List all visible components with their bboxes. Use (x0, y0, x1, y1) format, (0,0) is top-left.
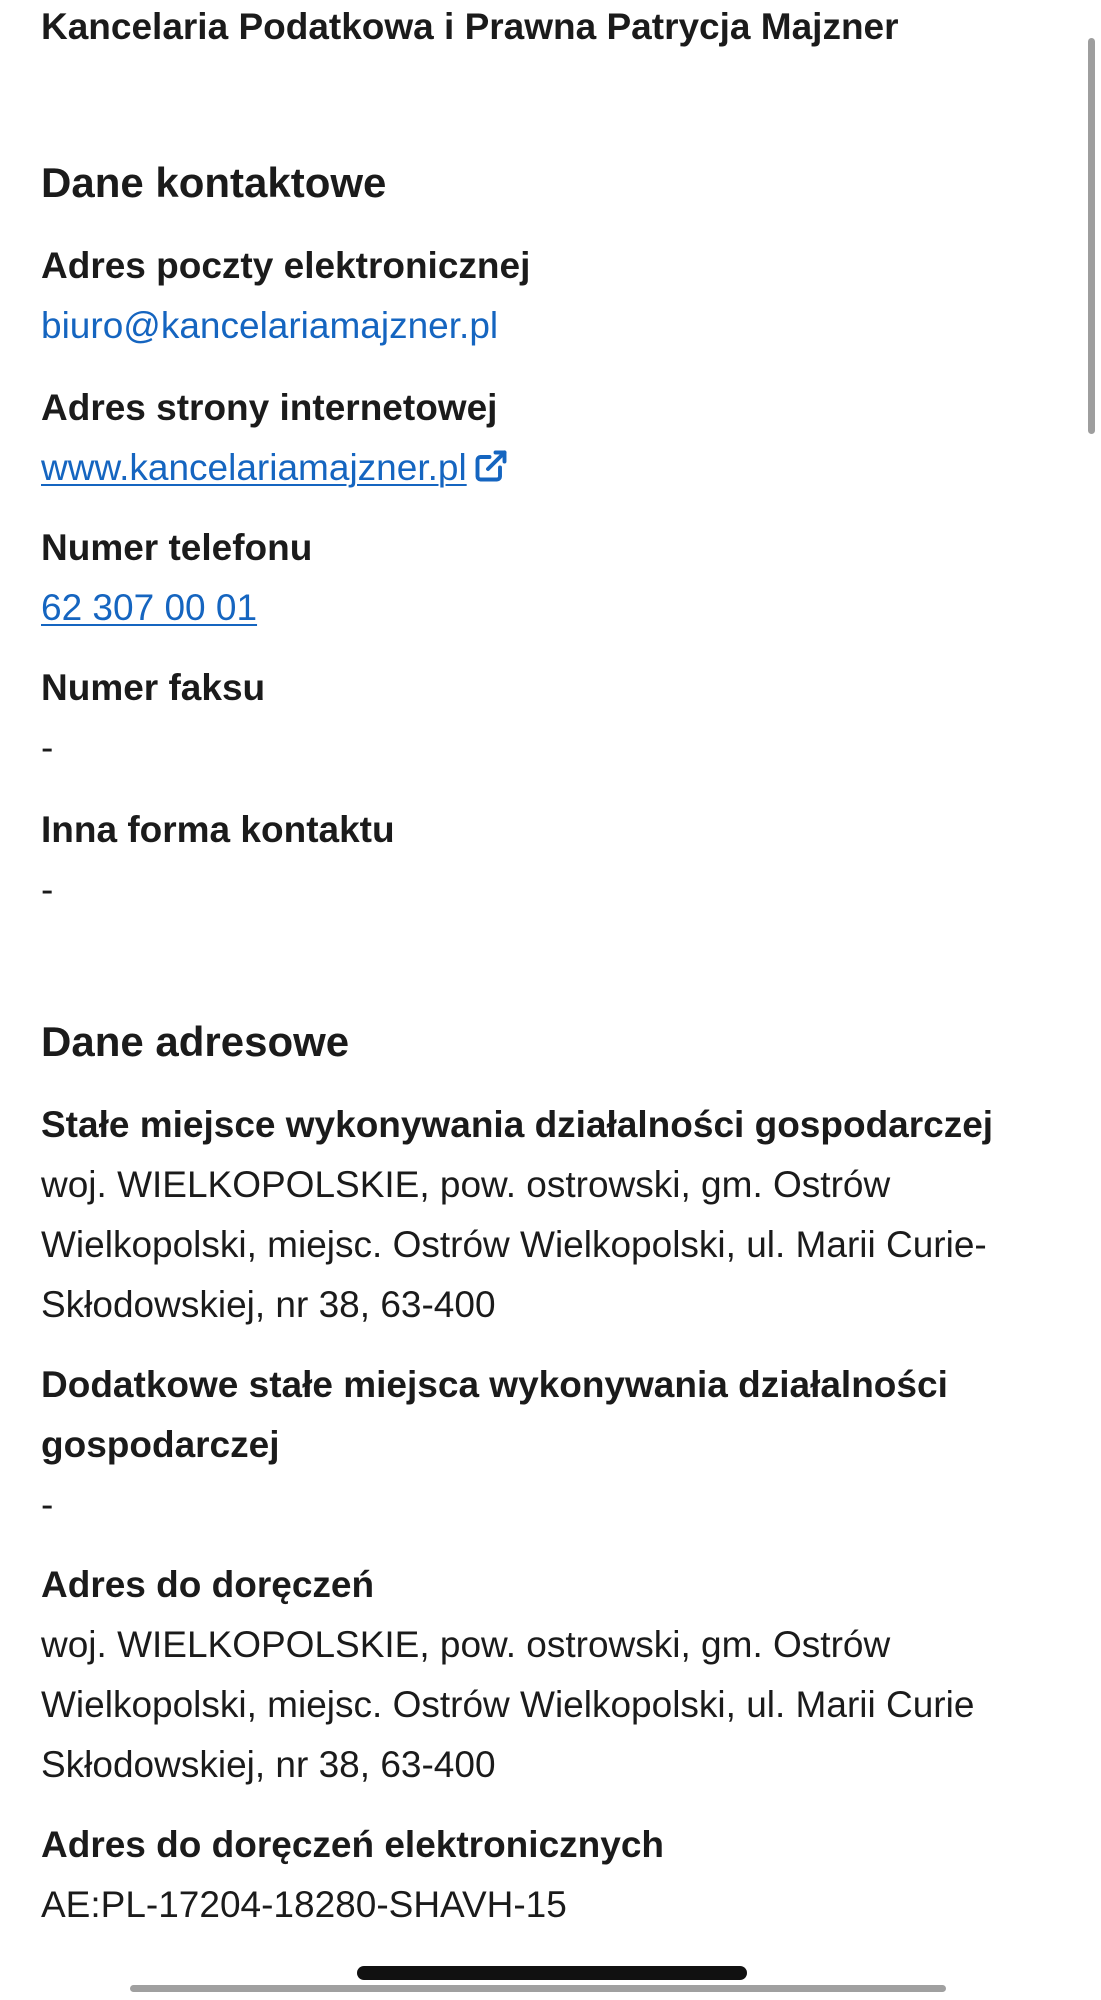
other-contact-value: - (41, 869, 54, 910)
additional-places-label: Dodatkowe stałe miejsca wykonywania działalności gospodarczej (41, 1364, 948, 1465)
website-link[interactable]: www.kancelariamajzner.pl (41, 447, 467, 488)
contact-section-title: Dane kontaktowe (41, 159, 387, 206)
delivery-address-label: Adres do doręczeń (41, 1564, 375, 1605)
phone-label: Numer telefonu (41, 527, 313, 568)
fax-value: - (41, 727, 54, 768)
address-section-title: Dane adresowe (41, 1018, 350, 1065)
e-delivery-label: Adres do doręczeń elektronicznych (41, 1824, 665, 1865)
main-place-value: woj. WIELKOPOLSKIE, pow. ostrowski, gm. Ostrów Wielkopolski, miejsc. Ostrów Wielkopolski, ul. Marii Curie-Skłodowskiej, nr 38, 63-400 (41, 1164, 987, 1325)
email-value (41, 296, 1051, 356)
fax-label: Numer faksu (41, 667, 266, 708)
e-delivery-value: AE:PL-17204-18280-SHAVH-15 (41, 1884, 567, 1925)
vertical-scrollbar[interactable] (1088, 38, 1095, 434)
delivery-address-value: woj. WIELKOPOLSKIE, pow. ostrowski, gm. Ostrów Wielkopolski, miejsc. Ostrów Wielkopolski, ul. Marii Curie Skłodowskiej, nr 38, 63-400 (41, 1624, 975, 1785)
external-link-icon[interactable] (473, 442, 509, 502)
phone-value (41, 578, 1051, 638)
email-link[interactable]: biuro@kancelariamajzner.pl (41, 305, 499, 346)
website-label: Adres strony internetowej (41, 387, 498, 428)
main-place-label: Stałe miejsce wykonywania działalności gospodarczej (41, 1104, 994, 1145)
email-label: Adres poczty elektronicznej (41, 245, 531, 286)
home-indicator[interactable] (357, 1966, 747, 1980)
website-value (41, 438, 1051, 502)
other-contact-label: Inna forma kontaktu (41, 809, 395, 850)
company-name: Kancelaria Podatkowa i Prawna Patrycja Majzner (41, 6, 899, 47)
horizontal-scrollbar[interactable] (130, 1985, 946, 1992)
phone-link[interactable]: 62 307 00 01 (41, 587, 258, 628)
additional-places-value: - (41, 1484, 54, 1525)
